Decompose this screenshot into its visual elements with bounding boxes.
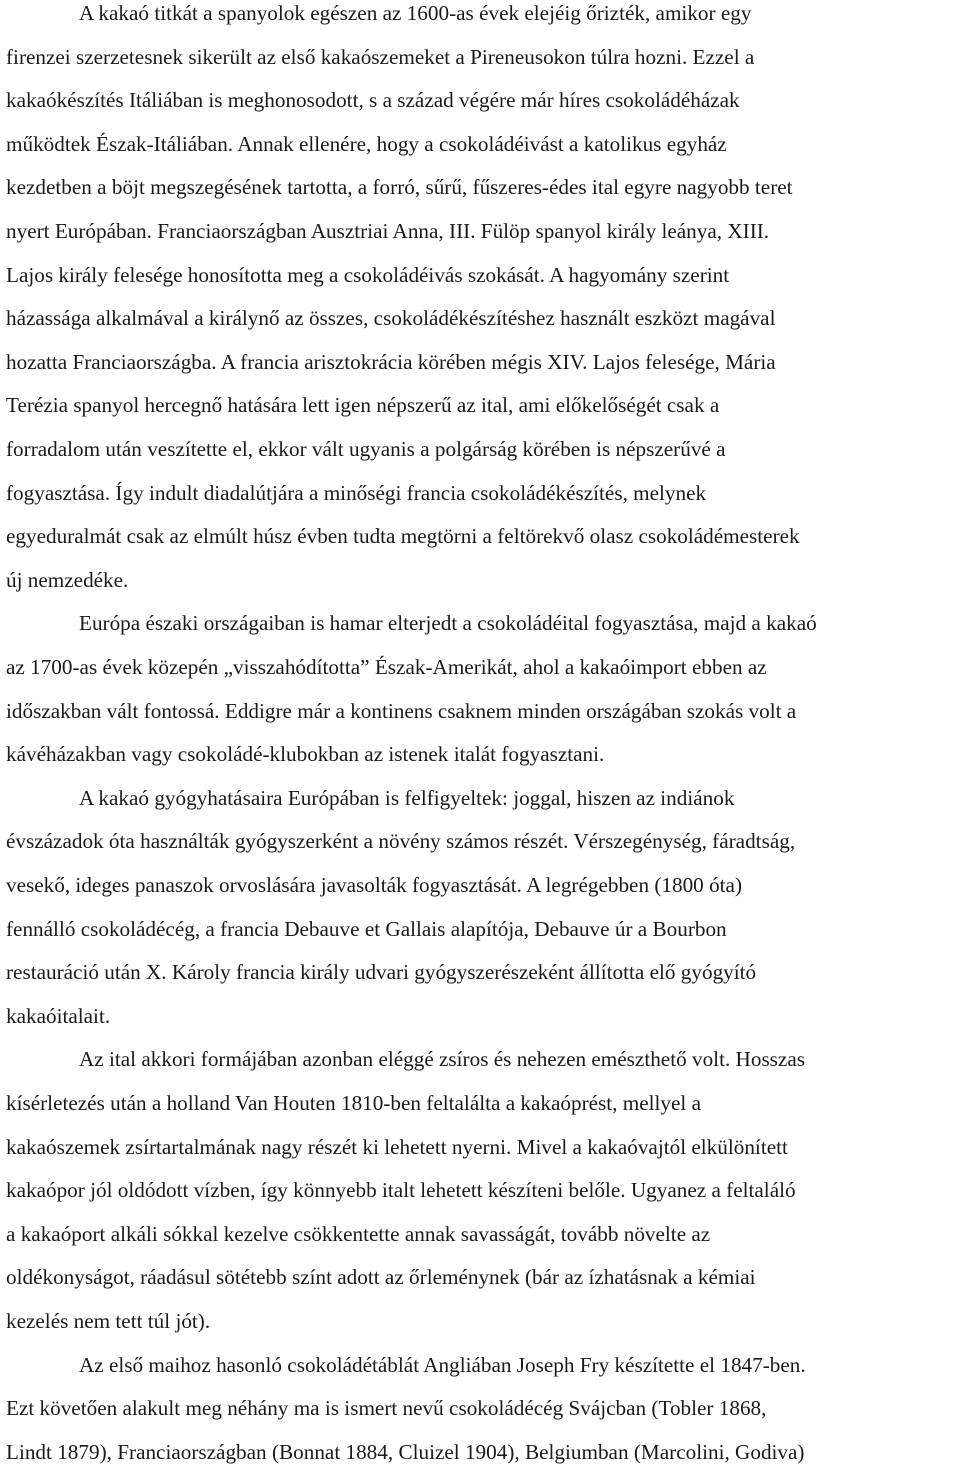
paragraph-1-line-7: Lajos király felesége honosította meg a csokoládéivás szokását. A hagyomány szerint	[6, 262, 730, 287]
paragraph-4-line-2: kísérletezés után a holland Van Houten 1810-ben feltalálta a kakaóprést, mellyel a	[6, 1091, 702, 1115]
paragraph-1-line-10: Terézia spanyol hercegnő hatására lett igen népszerű az ital, ami előkelőségét csak a	[6, 393, 720, 418]
paragraph-4-line-6: oldékonyságot, ráadásul sötétebb színt adott az őrleménynek (bár az ízhatásnak a kémiai	[6, 1265, 756, 1290]
paragraph-2-line-4: kávéházakban vagy csokoládé-klubokban az istenek italát fogyasztani.	[6, 742, 605, 767]
paragraph-3-line-6: kakaóitalait.	[6, 1003, 111, 1028]
paragraph-3-line-5: restauráció után X. Károly francia király udvari gyógyszerészeként állította elő gyógyító	[6, 960, 757, 985]
paragraph-4-line-3: kakaószemek zsírtartalmának nagy részét ki lehetett nyerni. Mivel a kakaóvajtól elkülönített	[6, 1134, 788, 1159]
paragraph-1-line-3: kakaókészítés Itáliában is meghonosodott, s a század végére már híres csokoládéházak	[6, 88, 740, 113]
paragraph-2-line-1: Európa északi országaiban is hamar elterjedt a csokoládéital fogyasztása, majd a kakaó	[79, 611, 817, 636]
paragraph-5-line-1: Az első maihoz hasonló csokoládétáblát Angliában Joseph Fry készítette el 1847-ben.	[79, 1352, 806, 1377]
paragraph-4-line-1: Az ital akkori formájában azonban eléggé zsíros és nehezen emészthető volt. Hosszas	[79, 1047, 805, 1072]
paragraph-2-line-2: az 1700-as évek közepén „visszahódította” Észak-Amerikát, ahol a kakaóimport ebben az	[6, 655, 767, 679]
paragraph-3-line-4: fennálló csokoládécég, a francia Debauve et Gallais alapítója, Debauve úr a Bourbon	[6, 916, 727, 941]
paragraph-1-line-12: fogyasztása. Így indult diadalútjára a minőségi francia csokoládékészítés, melynek	[6, 480, 707, 505]
paragraph-4-line-4: kakaópor jól oldódott vízben, így könnyebb italt lehetett készíteni belőle. Ugyanez a feltaláló	[6, 1178, 796, 1203]
paragraph-1-line-14: új nemzedéke.	[6, 567, 129, 592]
paragraph-1-line-2: firenzei szerzetesnek sikerült az első kakaószemeket a Pireneusokon túlra hozni. Ezzel a	[6, 44, 755, 69]
paragraph-1-line-1: A kakaó titkát a spanyolok egészen az 1600-as évek elejéig őrizték, amikor egy	[79, 1, 752, 25]
paragraph-2-line-3: időszakban vált fontossá. Eddigre már a kontinens csaknem minden országában szokás volt a	[6, 698, 797, 723]
paragraph-1-line-13: egyeduralmát csak az elmúlt húsz évben tudta megtörni a feltörekvő olasz csokoládémesterek	[6, 524, 800, 549]
paragraph-4-line-7: kezelés nem tett túl jót).	[6, 1309, 211, 1333]
paragraph-1-line-8: házassága alkalmával a királynő az összes, csokoládékészítéshez használt eszközt magával	[6, 306, 776, 331]
paragraph-3-line-2: évszázadok óta használták gyógyszerként a növény számos részét. Vérszegénység, fáradtság,	[6, 829, 796, 854]
paragraph-3-line-1: A kakaó gyógyhatásaira Európában is felfigyeltek: joggal, hiszen az indiánok	[79, 785, 735, 810]
paragraph-1-line-5: kezdetben a böjt megszegésének tartotta, a forró, sűrű, fűszeres-édes ital egyre nagyobb teret	[6, 175, 793, 200]
paragraph-5-line-2: Ezt követően alakult meg néhány ma is ismert nevű csokoládécég Svájcban (Tobler 1868,	[6, 1396, 767, 1421]
paragraph-1-line-11: forradalom után veszítette el, ekkor vált ugyanis a polgárság körében is népszerűvé a	[6, 437, 726, 461]
paragraph-1-line-9: hozatta Franciaországba. A francia arisztokrácia körében mégis XIV. Lajos felesége, Mária	[6, 349, 776, 374]
paragraph-1-line-4: működtek Észak-Itáliában. Annak ellenére, hogy a csokoládéivást a katolikus egyház	[6, 131, 727, 156]
paragraph-1-line-6: nyert Európában. Franciaországban Ausztriai Anna, III. Fülöp spanyol király leánya, XIII.	[6, 219, 770, 243]
paragraph-3-line-3: vesekő, ideges panaszok orvoslására javasolták fogyasztását. A legrégebben (1800 óta)	[6, 873, 743, 897]
paragraph-4-line-5: a kakaóport alkáli sókkal kezelve csökkentette annak savasságát, tovább növelte az	[6, 1221, 711, 1246]
paragraph-5-line-3: Lindt 1879), Franciaországban (Bonnat 1884, Cluizel 1904), Belgiumban (Marcolini, Godiva)	[6, 1439, 805, 1464]
